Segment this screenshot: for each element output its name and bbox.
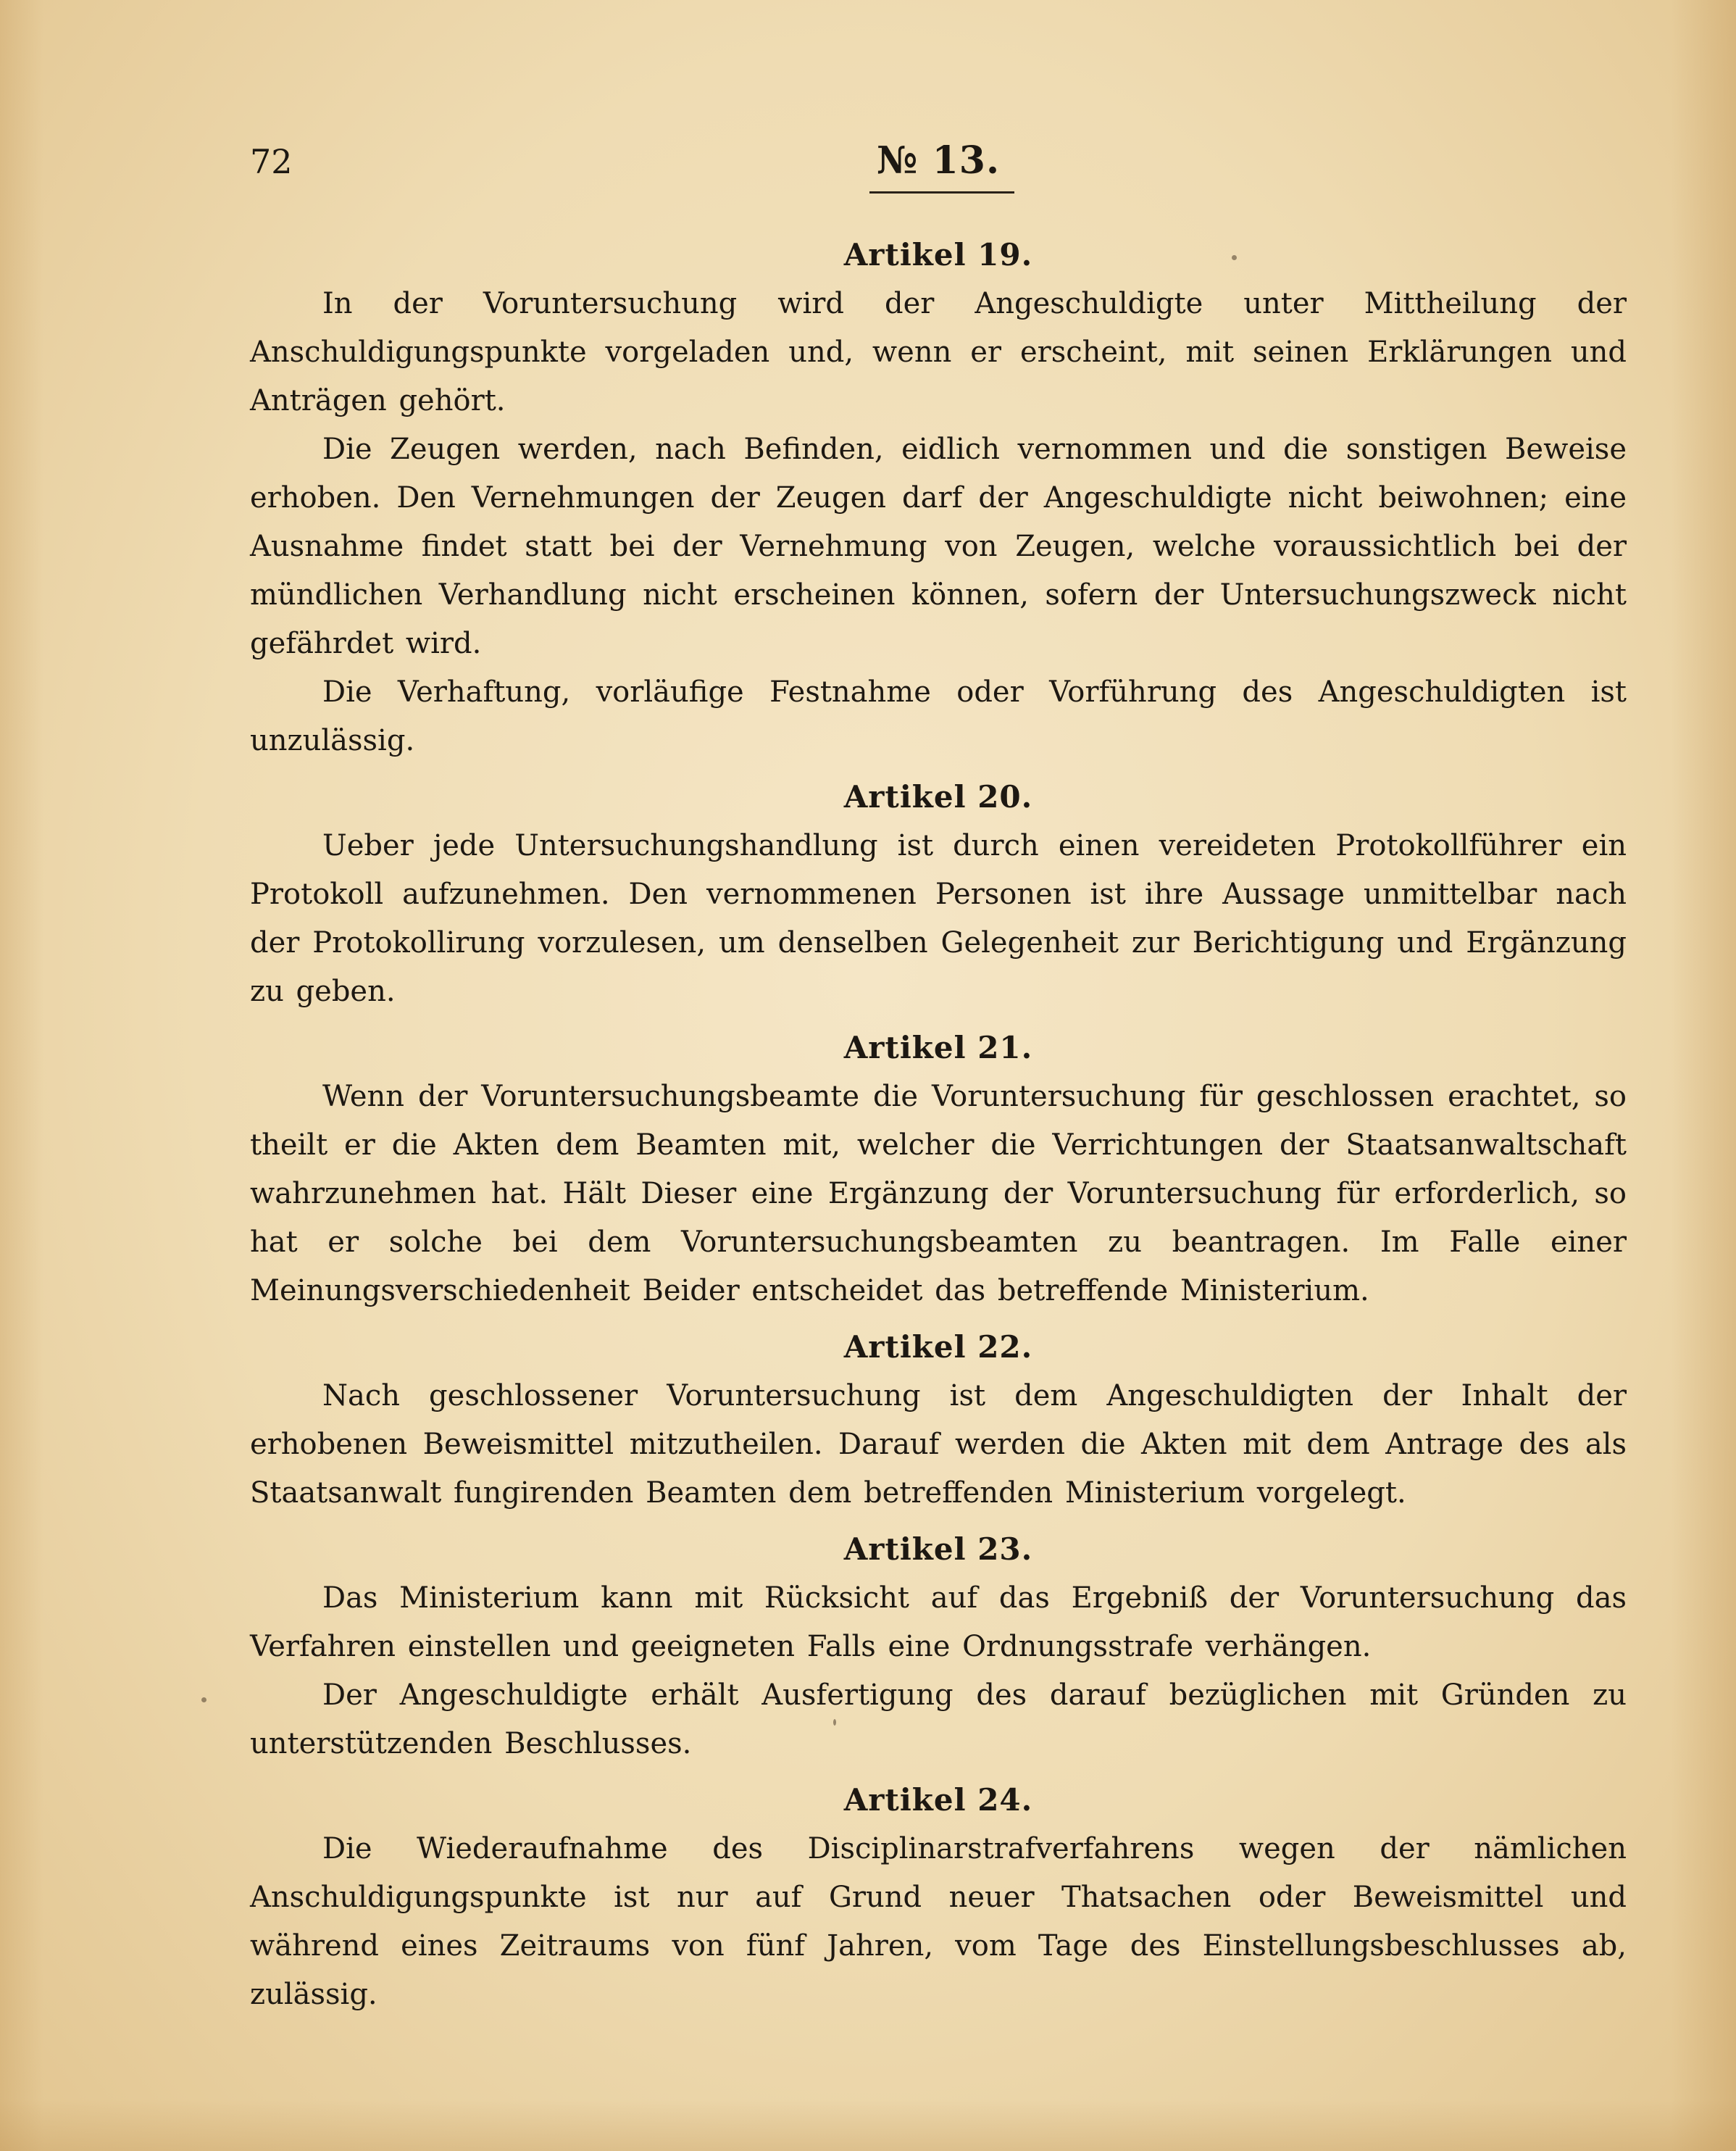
article-heading: Artikel 24. — [843, 1782, 1033, 1818]
article-paragraph: In der Voruntersuchung wird der Angeschuldigte unter Mittheilung der Anschuldigungspunkte vorgeladen und, wenn er erscheint, mit seinen Erklärungen und Anträgen gehört. — [250, 287, 1627, 417]
article-heading: Artikel 23. — [843, 1531, 1033, 1567]
article-22 — [250, 1323, 1627, 1518]
issue-number: № 13. — [877, 138, 1001, 183]
article-24 — [250, 1776, 1627, 2019]
article-heading: Artikel 22. — [843, 1329, 1033, 1365]
page-number: 72 — [250, 142, 293, 181]
article-19 — [250, 230, 1627, 765]
article-paragraph: Das Ministerium kann mit Rücksicht auf das Ergebniß der Voruntersuchung das Verfahren einstellen und geeigneten Falls eine Ordnungsstrafe verhängen. — [250, 1581, 1627, 1663]
article-paragraph: Nach geschlossener Voruntersuchung ist dem Angeschuldigten der Inhalt der erhobenen Beweismittel mitzutheilen. Darauf werden die Akten mit dem Antrage des als Staatsanwalt fungirenden Beamten dem betreffenden Ministerium vorgelegt. — [250, 1379, 1627, 1510]
page-edge-shading-left — [0, 0, 43, 2151]
article-paragraph: Die Zeugen werden, nach Befinden, eidlich vernommen und die sonstigen Beweise erhoben. Den Vernehmungen der Zeugen darf der Angeschuldigte nicht beiwohnen; eine Ausnahme findet statt bei der Vernehmung von Zeugen, welche voraussichtlich bei der mündlichen Verhandlung nicht erscheinen können, sofern der Untersuchungszweck nicht gefährdet wird. — [250, 433, 1627, 660]
article-paragraph: Die Wiederaufnahme des Disciplinarstrafverfahrens wegen der nämlichen Anschuldigungspunkte ist nur auf Grund neuer Thatsachen oder Beweismittel und während eines Zeitraums von fünf Jahren, vom Tage des Einstellungsbeschlusses ab, zulässig. — [250, 1832, 1627, 2011]
page-edge-shading-bottom — [0, 2100, 1736, 2151]
paper-speck — [201, 1697, 206, 1702]
article-heading: Artikel 19. — [843, 237, 1033, 272]
article-paragraph: Der Angeschuldigte erhält Ausfertigung des darauf bezüglichen mit Gründen zu unterstützenden Beschlusses. — [250, 1678, 1627, 1760]
article-23 — [250, 1525, 1627, 1768]
header-rule — [869, 191, 1014, 194]
document-body — [250, 230, 1627, 2019]
article-heading: Artikel 20. — [843, 779, 1033, 815]
article-paragraph: Wenn der Voruntersuchungsbeamte die Voruntersuchung für geschlossen erachtet, so theilt er die Akten dem Beamten mit, welcher die Verrichtungen der Staatsanwaltschaft wahrzunehmen hat. Hält Dieser eine Ergänzung der Voruntersuchung für erforderlich, so hat er solche bei dem Voruntersuchungsbeamten zu beantragen. Im Falle einer Meinungsverschiedenheit Beider entscheidet das betreffende Ministerium. — [250, 1080, 1627, 1307]
article-paragraph: Ueber jede Untersuchungshandlung ist durch einen vereideten Protokollführer ein Protokoll aufzunehmen. Den vernommenen Personen ist ihre Aussage unmittelbar nach der Protokollirung vorzulesen, um denselben Gelegenheit zur Berichtigung und Ergänzung zu geben. — [250, 829, 1627, 1008]
page-edge-shading-right — [1671, 0, 1736, 2151]
article-paragraph: Die Verhaftung, vorläufige Festnahme oder Vorführung des Angeschuldigten ist unzulässig. — [250, 675, 1627, 757]
article-heading: Artikel 21. — [843, 1030, 1033, 1065]
article-21 — [250, 1023, 1627, 1315]
article-20 — [250, 773, 1627, 1016]
